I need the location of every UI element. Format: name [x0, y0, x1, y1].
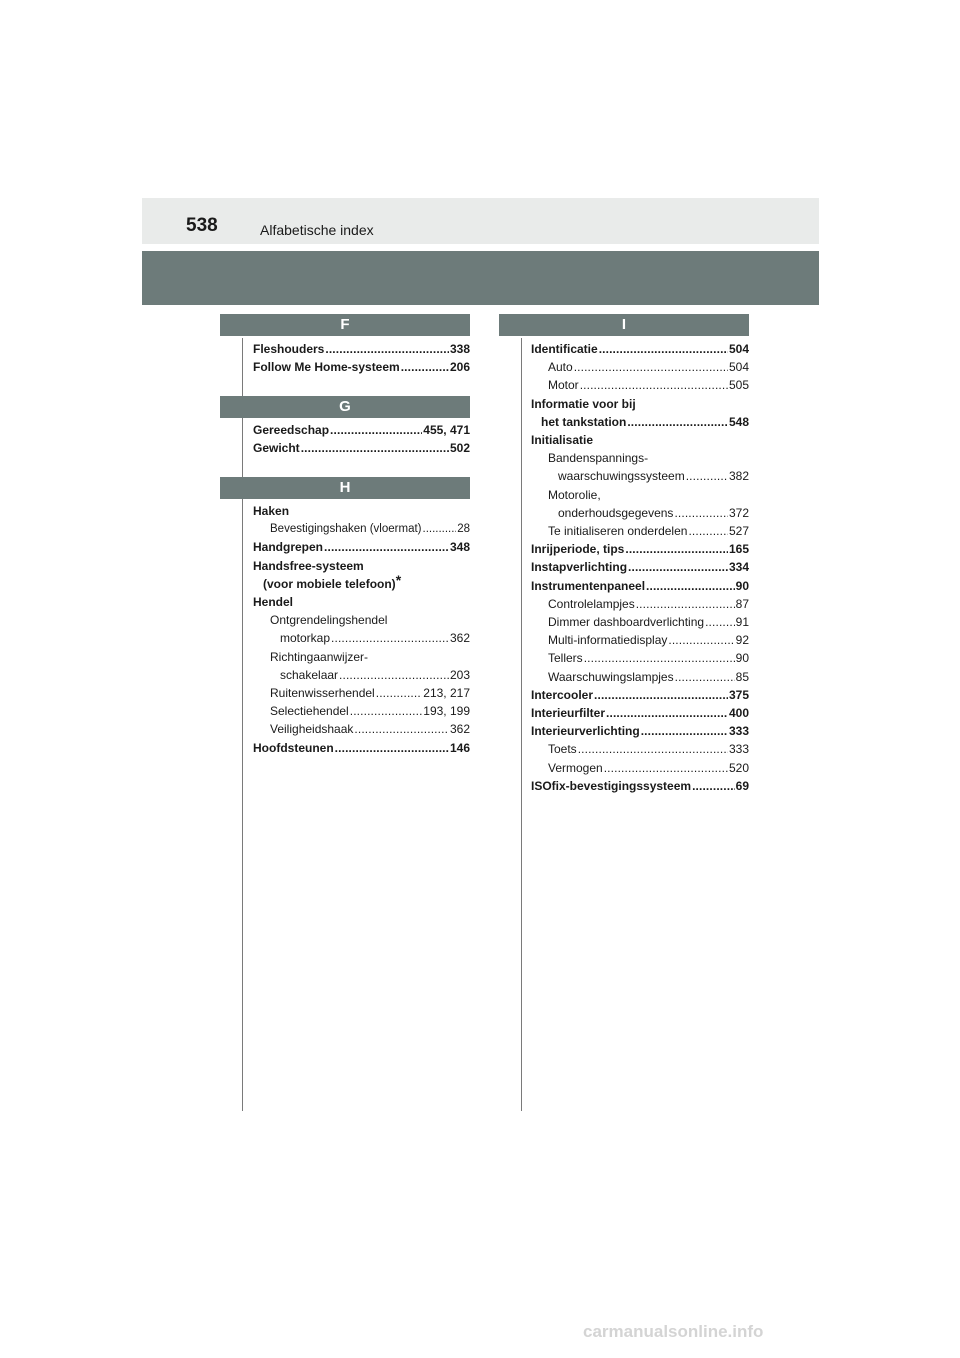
- index-entry[interactable]: Vermogen . . . 520: [531, 759, 749, 777]
- section-h: [220, 477, 470, 499]
- index-entry[interactable]: Follow Me Home-systeem . . . 206: [253, 358, 470, 376]
- index-heading: Informatie voor bij: [531, 396, 636, 411]
- index-entry[interactable]: Handgrepen . . . 348: [253, 538, 470, 556]
- index-entry[interactable]: Interieurverlichting . . . 333: [531, 722, 749, 740]
- index-heading: Handsfree-systeem: [253, 558, 364, 573]
- section-f-entries: [253, 340, 470, 376]
- index-entry[interactable]: ISOfix-bevestigingssysteem . . . 69: [531, 777, 749, 795]
- index-entry[interactable]: onderhoudsgegevens . . . 372: [531, 504, 749, 522]
- index-entry[interactable]: Gereedschap . . . 455, 471: [253, 421, 470, 439]
- index-entry[interactable]: Fleshouders . . . 338: [253, 340, 470, 358]
- index-entry[interactable]: Waarschuwingslampjes . . . 85: [531, 668, 749, 686]
- section-h-entries: [253, 502, 470, 757]
- section-f-header: F: [220, 314, 470, 336]
- index-heading-cont: (voor mobiele telefoon)*: [263, 571, 402, 591]
- watermark: carmanualsonline.info: [583, 1322, 764, 1341]
- index-entry[interactable]: Selectiehendel . . . 193, 199: [253, 702, 470, 720]
- index-entry[interactable]: Multi-informatiedisplay . . . 92: [531, 631, 749, 649]
- section-g-entries: [253, 421, 470, 457]
- column-divider-right: [521, 338, 522, 1111]
- section-h-header: H: [220, 477, 470, 499]
- index-entry[interactable]: Intercooler . . . 375: [531, 686, 749, 704]
- page-title: Alfabetische index: [260, 222, 374, 238]
- index-entry[interactable]: Ruitenwisserhendel . . . 213, 217: [253, 684, 470, 702]
- section-i-header: I: [499, 314, 749, 336]
- index-entry[interactable]: waarschuwingssysteem . . . 382: [531, 467, 749, 485]
- section-i-entries: [531, 340, 749, 795]
- column-divider-left: [242, 338, 243, 1111]
- index-subheading: Bandenspannings-: [548, 451, 649, 466]
- section-i: [499, 314, 749, 336]
- index-entry[interactable]: Instapverlichting . . . 334: [531, 558, 749, 576]
- index-heading: Initialisatie: [531, 433, 594, 448]
- index-entry[interactable]: Interieurfilter . . . 400: [531, 704, 749, 722]
- index-entry[interactable]: Hoofdsteunen . . . 146: [253, 739, 470, 757]
- index-entry[interactable]: Te initialiseren onderdelen . . . 527: [531, 522, 749, 540]
- index-entry[interactable]: Toets . . . 333: [531, 740, 749, 758]
- index-entry[interactable]: Instrumentenpaneel . . . 90: [531, 577, 749, 595]
- index-entry[interactable]: Tellers . . . 90: [531, 649, 749, 667]
- section-f: [220, 314, 470, 336]
- index-entry[interactable]: Dimmer dashboardverlichting . . . 91: [531, 613, 749, 631]
- index-heading: Hendel: [253, 595, 294, 610]
- header-bar: [142, 198, 819, 244]
- index-heading: Haken: [253, 504, 290, 518]
- index-entry[interactable]: motorkap . . . 362: [253, 629, 470, 647]
- index-entry[interactable]: Motor . . . 505: [531, 376, 749, 394]
- index-subheading: Ontgrendelingshendel: [270, 613, 388, 628]
- index-entry[interactable]: Inrijperiode, tips . . . 165: [531, 540, 749, 558]
- index-entry[interactable]: het tankstation . . . 548: [531, 413, 749, 431]
- index-entry[interactable]: Bevestigingshaken (vloermat) . . . 28: [253, 520, 470, 538]
- section-g: [220, 396, 470, 418]
- index-entry[interactable]: Gewicht . . . 502: [253, 439, 470, 457]
- index-entry[interactable]: Auto . . . 504: [531, 358, 749, 376]
- footnote-mark: *: [395, 571, 402, 588]
- index-subheading: Richtingaanwijzer-: [270, 649, 369, 664]
- index-entry[interactable]: schakelaar . . . 203: [253, 666, 470, 684]
- index-entry[interactable]: Identificatie . . . 504: [531, 340, 749, 358]
- index-entry[interactable]: Controlelampjes . . . 87: [531, 595, 749, 613]
- section-g-header: G: [220, 396, 470, 418]
- index-entry[interactable]: Veiligheidshaak . . . 362: [253, 720, 470, 738]
- header-band: [142, 251, 819, 305]
- index-subheading: Motorolie,: [548, 487, 601, 502]
- page-number: 538: [186, 215, 218, 236]
